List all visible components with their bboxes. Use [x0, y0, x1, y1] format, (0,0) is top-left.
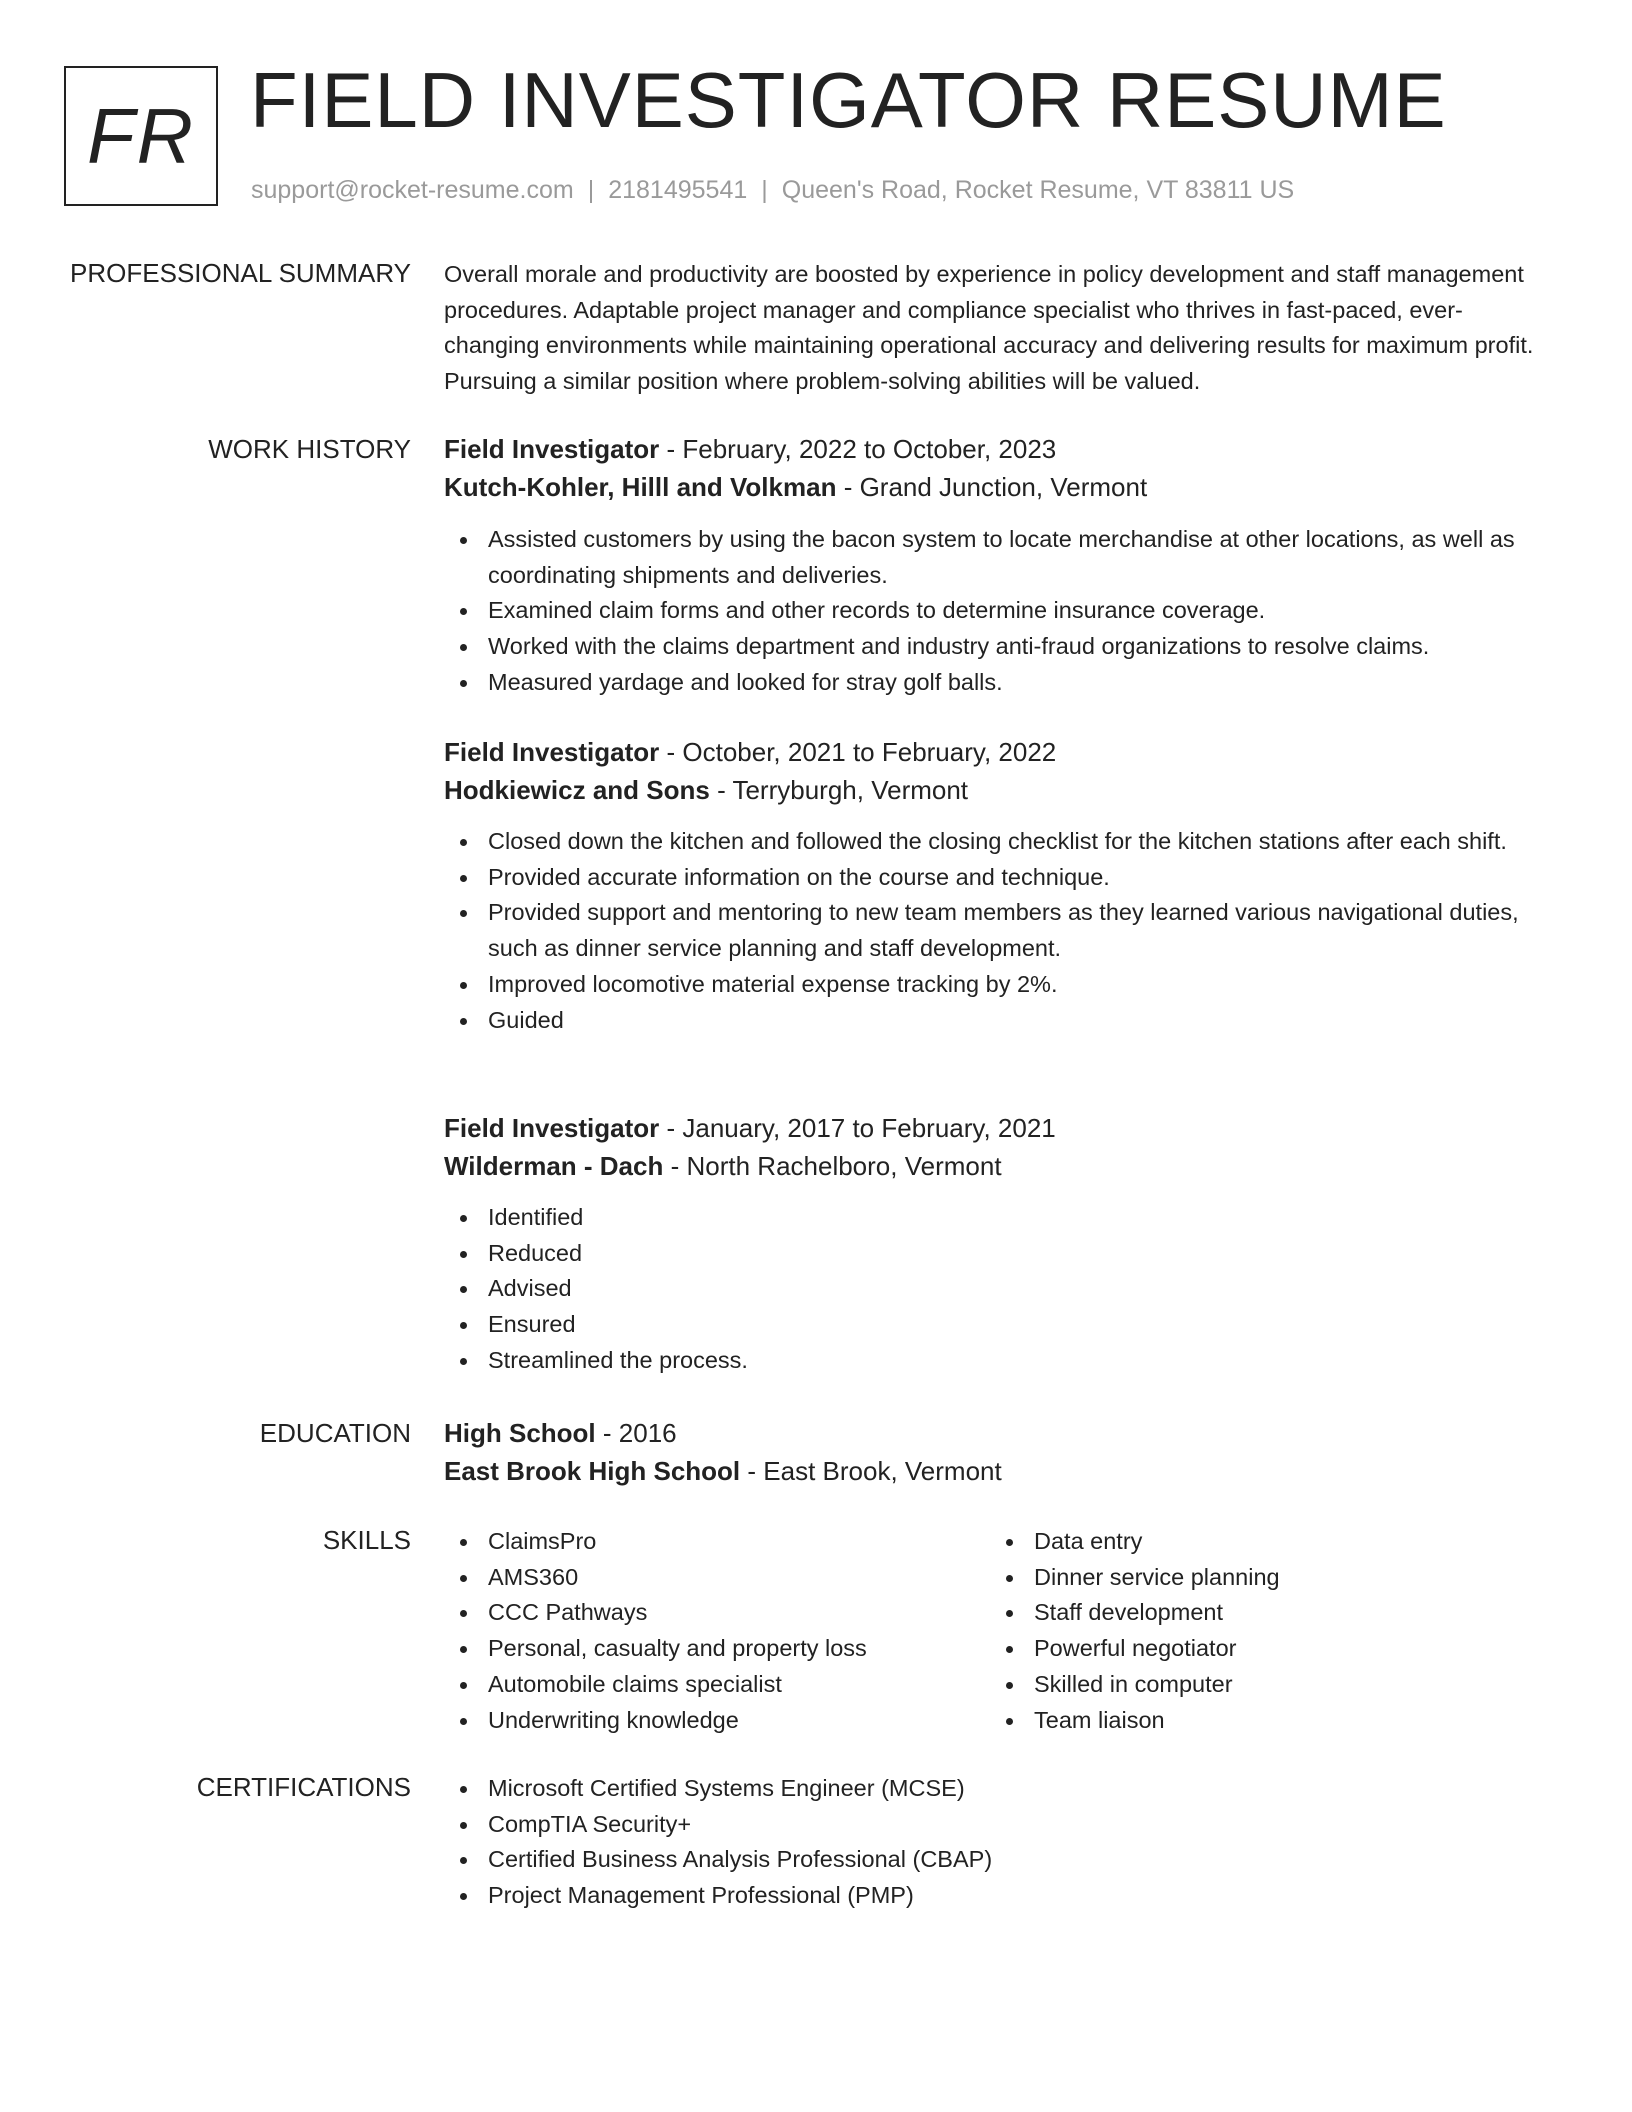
list-item: Closed down the kitchen and followed the closing checklist for the kitchen stations after each shift. — [444, 824, 1544, 860]
job-duties-list — [444, 522, 1544, 701]
job-dates: - February, 2022 to October, 2023 — [666, 434, 1057, 464]
list-item: Ensured — [444, 1307, 1544, 1343]
skill-item: Personal, casualty and property loss — [444, 1631, 964, 1667]
skill-item: ClaimsPro — [444, 1524, 964, 1560]
resume-title: FIELD INVESTIGATOR RESUME — [250, 56, 1447, 144]
skill-item: Underwriting knowledge — [444, 1703, 964, 1739]
list-item: Guided — [444, 1003, 1544, 1039]
education-degree-line — [444, 1414, 1544, 1452]
list-item: Measured yardage and looked for stray golf balls. — [444, 665, 1544, 701]
education-degree: High School — [444, 1418, 596, 1448]
skill-item: Automobile claims specialist — [444, 1667, 964, 1703]
job-title-line — [444, 1109, 1544, 1147]
section-label-work-history: WORK HISTORY — [208, 434, 411, 464]
job-company-line — [444, 468, 1544, 506]
skill-item: Powerful negotiator — [990, 1631, 1510, 1667]
contact-separator: | — [761, 176, 768, 204]
job-title-line — [444, 430, 1544, 468]
skills-list-right — [990, 1524, 1510, 1738]
job-title: Field Investigator — [444, 1113, 660, 1143]
monogram-badge — [64, 66, 218, 206]
monogram-initials: FR — [87, 91, 195, 180]
contact-address: Queen's Road, Rocket Resume, VT 83811 US — [781, 176, 1295, 204]
list-item: Provided support and mentoring to new team members as they learned various navigational duties, such as dinner service planning and staff development. — [444, 895, 1544, 966]
job-company: Kutch-Kohler, Hilll and Volkman — [444, 472, 837, 502]
job-title-line — [444, 733, 1544, 771]
job-company-line — [444, 1147, 1544, 1185]
list-item: Streamlined the process. — [444, 1343, 1544, 1379]
list-item: Identified — [444, 1200, 1544, 1236]
education-school-line — [444, 1452, 1544, 1490]
skill-item: Team liaison — [990, 1703, 1510, 1739]
summary-text: Overall morale and productivity are boosted by experience in policy development and staff management procedures. Adaptable project manager and compliance specialist who thrives in fast-paced, ever-changing environments while maintaining operational accuracy and delivering results for maximum profit. Pursuing a similar position where problem-solving abilities will be valued. — [444, 261, 1534, 394]
skill-item: Staff development — [990, 1595, 1510, 1631]
section-label-summary: PROFESSIONAL SUMMARY — [70, 258, 411, 288]
skill-item: AMS360 — [444, 1560, 964, 1596]
job-title: Field Investigator — [444, 434, 660, 464]
job-location: - Terryburgh, Vermont — [717, 775, 969, 805]
list-item: Advised — [444, 1271, 1544, 1307]
job-company: Hodkiewicz and Sons — [444, 775, 710, 805]
list-item: Assisted customers by using the bacon system to locate merchandise at other locations, as well as coordinating shipments and deliveries. — [444, 522, 1544, 593]
list-item: Examined claim forms and other records to determine insurance coverage. — [444, 593, 1544, 629]
job-location: - Grand Junction, Vermont — [843, 472, 1148, 502]
certification-item: Project Management Professional (PMP) — [444, 1878, 1544, 1914]
skill-item: Data entry — [990, 1524, 1510, 1560]
job-company-line — [444, 771, 1544, 809]
skill-item: Skilled in computer — [990, 1667, 1510, 1703]
skills-list-left — [444, 1524, 964, 1738]
job-location: - North Rachelboro, Vermont — [670, 1151, 1002, 1181]
section-label-skills: SKILLS — [322, 1525, 411, 1555]
section-label-education: EDUCATION — [259, 1418, 411, 1448]
skill-item: CCC Pathways — [444, 1595, 964, 1631]
education-year: - 2016 — [602, 1418, 677, 1448]
section-label-certifications: CERTIFICATIONS — [196, 1772, 411, 1802]
job-duties-list — [444, 1200, 1544, 1379]
education-location: - East Brook, Vermont — [747, 1456, 1002, 1486]
job-title: Field Investigator — [444, 737, 660, 767]
list-item: Worked with the claims department and industry anti-fraud organizations to resolve claims. — [444, 629, 1544, 665]
list-item: Provided accurate information on the course and technique. — [444, 860, 1544, 896]
certification-item: Microsoft Certified Systems Engineer (MCSE) — [444, 1771, 1544, 1807]
list-item: Reduced — [444, 1236, 1544, 1272]
certification-item: Certified Business Analysis Professional (CBAP) — [444, 1842, 1544, 1878]
job-company: Wilderman - Dach — [444, 1151, 664, 1181]
contact-email: support@rocket-resume.com — [251, 176, 574, 204]
job-entry — [444, 1109, 1544, 1379]
job-entry — [444, 733, 1544, 1038]
list-item: Improved locomotive material expense tracking by 2%. — [444, 967, 1544, 1003]
job-dates: - January, 2017 to February, 2021 — [666, 1113, 1056, 1143]
job-duties-list — [444, 824, 1544, 1038]
certifications-list — [444, 1771, 1544, 1914]
contact-line — [251, 173, 1294, 207]
contact-separator: | — [587, 176, 595, 204]
skill-item: Dinner service planning — [990, 1560, 1510, 1596]
education-school: East Brook High School — [444, 1456, 741, 1486]
job-dates: - October, 2021 to February, 2022 — [666, 737, 1057, 767]
job-entry — [444, 430, 1544, 701]
certification-item: CompTIA Security+ — [444, 1807, 1544, 1843]
contact-phone: 2181495541 — [608, 176, 748, 204]
